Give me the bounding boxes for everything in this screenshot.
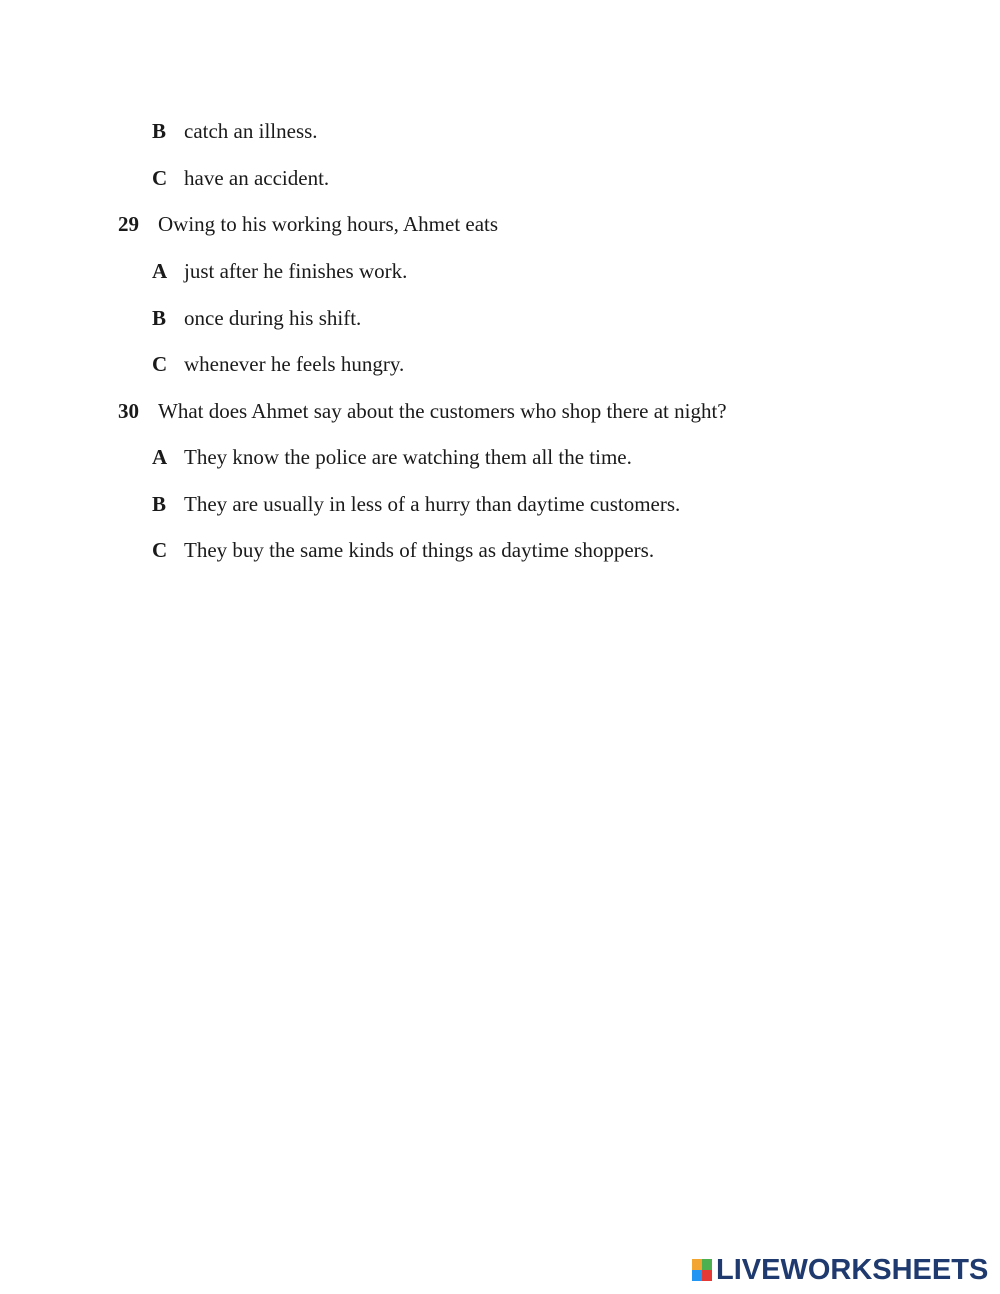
question-29 <box>118 211 498 237</box>
logo-mark-square <box>702 1270 712 1281</box>
answer-option-b <box>152 305 361 331</box>
logo-mark-square <box>692 1270 702 1281</box>
answer-option-c <box>152 537 654 563</box>
question-number: 30 <box>118 399 139 423</box>
option-letter: C <box>152 166 168 190</box>
option-text: have an accident. <box>184 166 330 190</box>
answer-option-a <box>152 444 632 470</box>
answer-option-c <box>152 351 404 377</box>
answer-option-b <box>152 491 680 517</box>
option-text: whenever he feels hungry. <box>184 352 405 376</box>
answer-option-a <box>152 258 407 284</box>
option-letter: B <box>152 119 167 143</box>
option-text: They are usually in less of a hurry than daytime customers. <box>184 492 681 516</box>
logo-mark-square <box>702 1259 712 1270</box>
answer-option-b <box>152 118 318 144</box>
question-30 <box>118 398 727 424</box>
option-text: They know the police are watching them all the time. <box>184 445 632 469</box>
logo-text: LIVEWORKSHEETS <box>716 1254 989 1286</box>
option-letter: C <box>152 352 168 376</box>
answer-option-c <box>152 165 329 191</box>
question-text: What does Ahmet say about the customers who shop there at night? <box>158 399 727 423</box>
option-letter: B <box>152 306 167 330</box>
option-text: just after he finishes work. <box>184 259 408 283</box>
option-letter: B <box>152 492 167 516</box>
question-number: 29 <box>118 212 139 236</box>
option-text: They buy the same kinds of things as daytime shoppers. <box>184 538 655 562</box>
option-text: once during his shift. <box>184 306 362 330</box>
option-letter: C <box>152 538 168 562</box>
logo-mark-square <box>692 1259 702 1270</box>
question-text: Owing to his working hours, Ahmet eats <box>158 212 499 236</box>
logo-mark-icon <box>692 1259 712 1281</box>
option-letter: A <box>152 445 168 469</box>
option-letter: A <box>152 259 168 283</box>
option-text: catch an illness. <box>184 119 318 143</box>
liveworksheets-logo <box>692 1255 988 1285</box>
